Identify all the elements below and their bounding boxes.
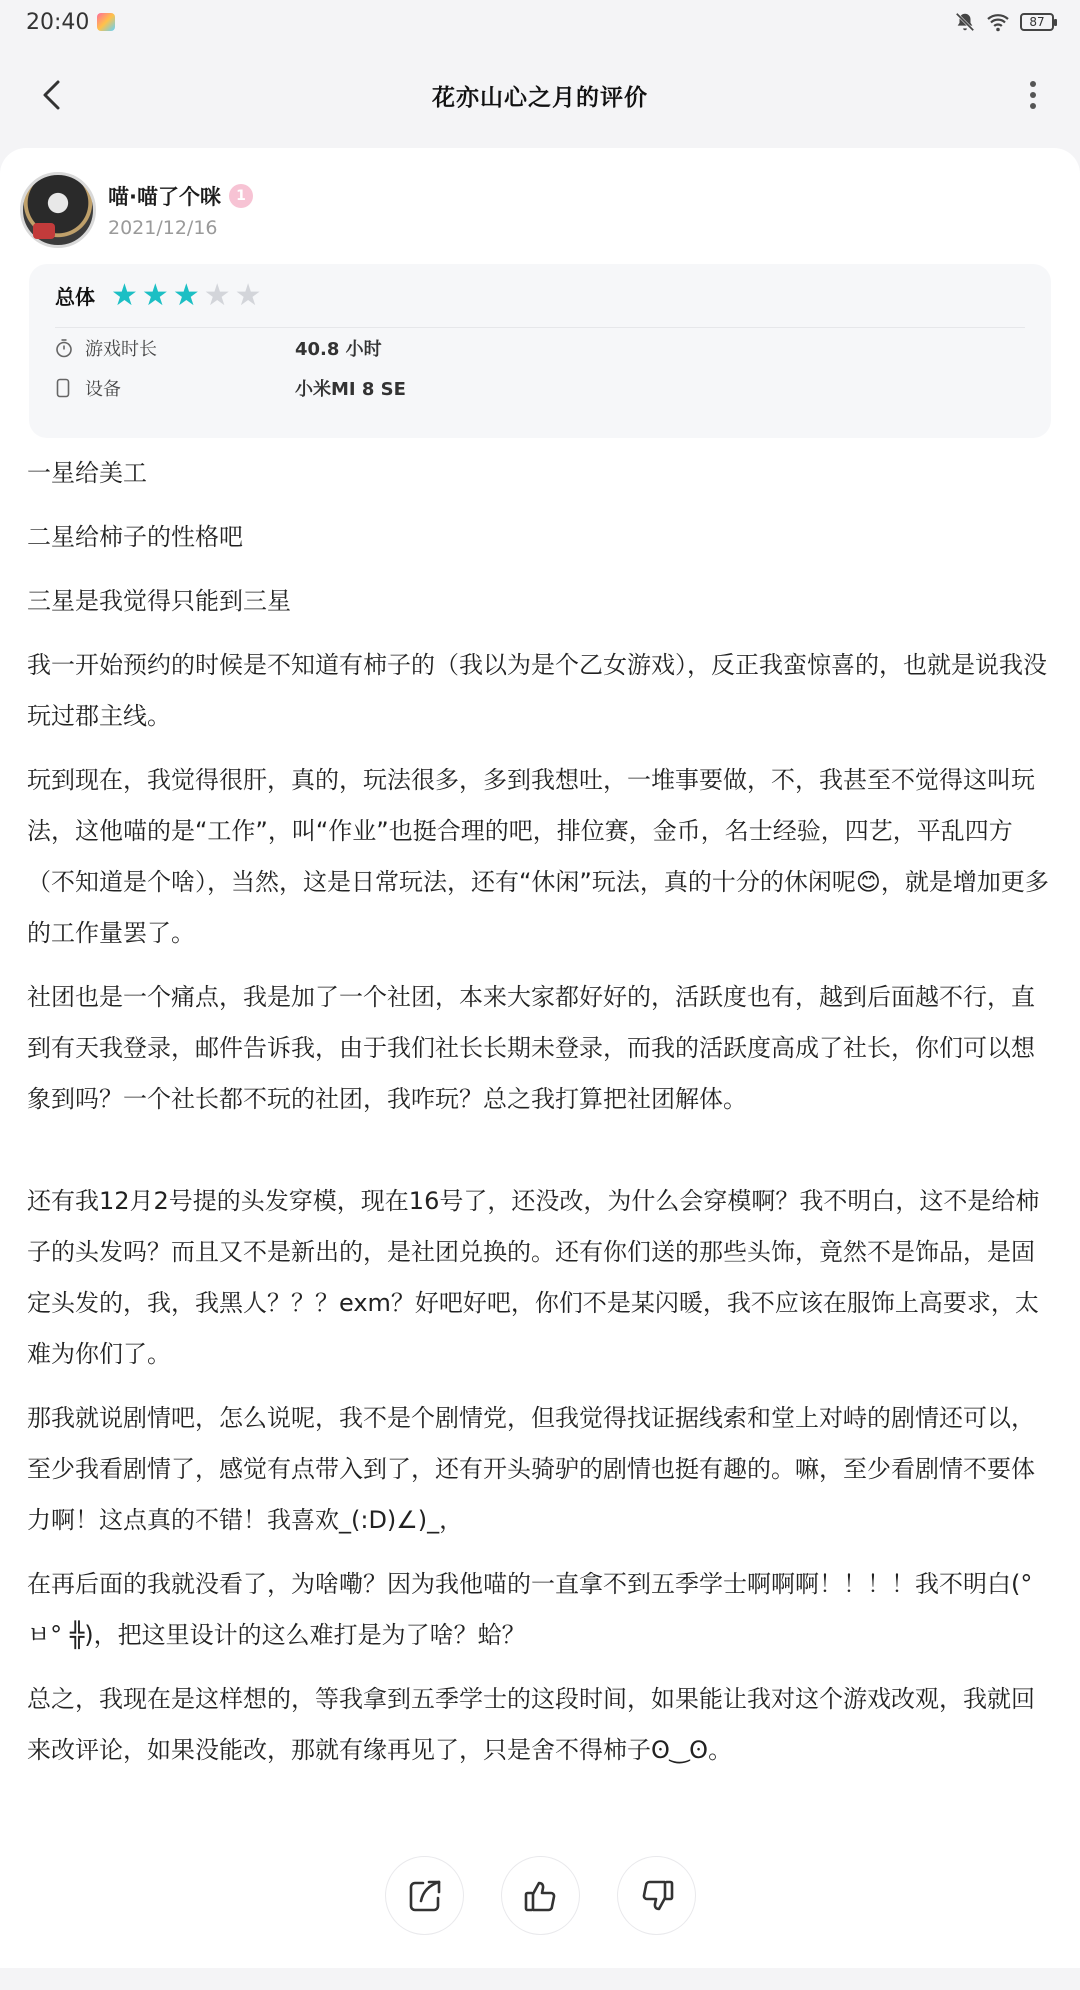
star-empty-icon: ★ [203,277,231,313]
thumbs-down-icon [638,1877,676,1915]
reviewer-name[interactable]: 喵·喵了个咪 [108,185,221,209]
phone-icon [55,378,79,398]
star-rating [111,277,262,313]
rating-summary [29,264,1051,438]
avatar[interactable] [20,172,96,248]
status-time: 20:40 [26,9,90,35]
thumbs-up-icon [522,1877,560,1915]
playtime-label: 游戏时长 [85,339,157,360]
review-paragraph: 一星给美工 [27,459,147,487]
dislike-button[interactable] [617,1856,696,1935]
playtime-value: 40.8 小时 [295,339,382,360]
battery-level: 87 [1029,15,1045,29]
app-icon [97,13,115,31]
status-right [954,11,1054,33]
reviewer-info [20,172,253,248]
review-paragraph: 总之，我现在是这样想的，等我拿到五季学士的这段时间，如果能让我对这个游戏改观，我就回来改评论，如果没能改，那就有缘再见了，只是舍不得柿子ʘ‿ʘ。 [27,1685,1035,1764]
playtime-row [55,328,1025,368]
review-paragraph: 还有我12月2号提的头发穿模，现在16号了，还没改，为什么会穿模啊？我不明白，这不是给柿子的头发吗？而且又不是新出的，是社团兑换的。还有你们送的那些头饰，竟然不是饰品，是固定头发的，我，我黑人？？？exm？好吧好吧，你们不是某闪暖，我不应该在服饰上高要求，太难为你们了。 [27,1187,1040,1368]
mute-bell-icon [954,11,976,33]
review-text [27,448,1053,1789]
page-title: 花亦山心之月的评价 [432,84,648,111]
level-badge: 1 [229,184,253,208]
top-navigation-bar [0,44,1080,146]
reviewer-text [108,181,253,239]
more-vertical-icon [1028,79,1038,111]
status-left [26,10,115,35]
star-filled-icon: ★ [141,277,169,313]
review-card [0,148,1080,1990]
back-button[interactable] [26,70,76,120]
review-paragraph: 我一开始预约的时候是不知道有柿子的（我以为是个乙女游戏），反正我蛮惊喜的，也就是说我没玩过郡主线。 [27,651,1047,730]
device-value: 小米MI 8 SE [295,379,406,400]
reviewer-name-line [108,181,253,211]
share-icon [406,1877,444,1915]
stopwatch-icon [55,338,79,358]
bottom-safe-area [0,1968,1080,1990]
status-bar [0,0,1080,44]
overall-label: 总体 [55,285,95,309]
review-actions [385,1856,696,1935]
wifi-icon [986,12,1010,32]
review-paragraph: 那我就说剧情吧，怎么说呢，我不是个剧情党，但我觉得找证据线索和堂上对峙的剧情还可以，至少我看剧情了，感觉有点带入到了，还有开头骑驴的剧情也挺有趣的。嘛，至少看剧情不要体力啊！这点真的不错！我喜欢_(:D)∠)_， [27,1404,1035,1534]
overall-rating-row [55,264,1025,328]
device-label: 设备 [85,379,121,400]
review-paragraph: 玩到现在，我觉得很肝，真的，玩法很多，多到我想吐，一堆事要做，不，我甚至不觉得这叫玩法，这他喵的是“工作”，叫“作业”也挺合理的吧，排位赛，金币，名士经验，四艺，平乱四方（不知道是个啥），当然，这是日常玩法，还有“休闲”玩法，真的十分的休闲呢😊，就是增加更多的工作量罢了。 [27,766,1049,947]
chevron-left-icon [40,79,62,111]
like-button[interactable] [501,1856,580,1935]
review-paragraph: 在再后面的我就没看了，为啥嘞？因为我他喵的一直拿不到五季学士啊啊啊！！！！我不明白(°ㅂ° ╬)，把这里设计的这么难打是为了啥？蛤？ [27,1570,1033,1649]
device-row [55,368,1025,408]
review-paragraph: 二星给柿子的性格吧 [27,523,243,551]
paragraph-spacer [27,1138,1053,1176]
review-paragraph: 三星是我觉得只能到三星 [27,587,291,615]
share-button[interactable] [385,1856,464,1935]
review-date: 2021/12/16 [108,217,218,239]
more-options-button[interactable] [1008,70,1058,120]
star-empty-icon: ★ [234,277,262,313]
review-paragraph: 社团也是一个痛点，我是加了一个社团，本来大家都好好的，活跃度也有，越到后面越不行，直到有天我登录，邮件告诉我，由于我们社长长期未登录，而我的活跃度高成了社长，你们可以想象到吗？一个社长都不玩的社团，我咋玩？总之我打算把社团解体。 [27,983,1035,1113]
star-filled-icon: ★ [172,277,200,313]
star-filled-icon: ★ [111,277,138,313]
battery-icon [1020,13,1054,31]
